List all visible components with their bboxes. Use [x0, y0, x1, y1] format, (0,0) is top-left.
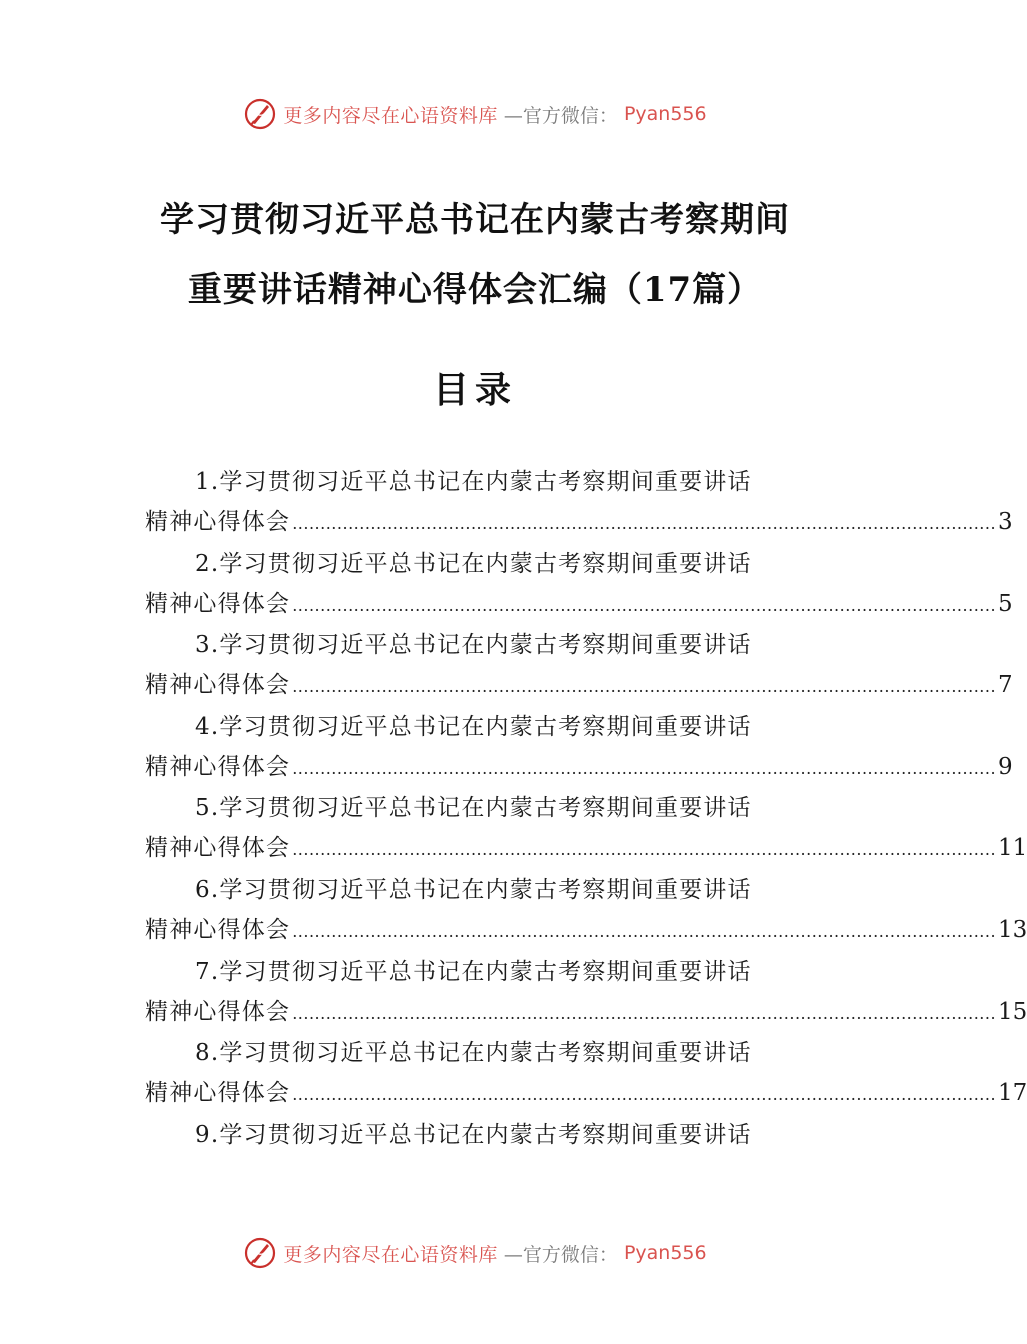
toc-page-number: 15: [998, 998, 1027, 1025]
toc-entry-title: 9.学习贯彻习近平总书记在内蒙古考察期间重要讲话: [195, 1121, 752, 1148]
toc-entry[interactable]: [145, 1115, 807, 1197]
quill-pen-logo-icon: [243, 97, 277, 131]
toc-leader-dots: ..............................................................................................................................: [292, 758, 997, 778]
toc-leader-dots: ..............................................................................................................................: [292, 921, 997, 941]
toc-entry-label: 精神心得体会: [145, 916, 291, 943]
toc-entry-title: 5.学习贯彻习近平总书记在内蒙古考察期间重要讲话: [195, 795, 752, 822]
toc-entry-continuation: [145, 910, 1027, 950]
toc-leader-dots: ..............................................................................................................................: [292, 840, 997, 860]
toc-entry-continuation: [145, 665, 1013, 705]
toc-leader-dots: ..............................................................................................................................: [292, 1085, 997, 1105]
toc-page-number: 3: [998, 509, 1013, 535]
toc-entry-title: 2.学习贯彻习近平总书记在内蒙古考察期间重要讲话: [195, 550, 752, 577]
toc-page-number: 5: [998, 590, 1013, 617]
document-title-line2: 重要讲话精神心得体会汇编（17篇）: [187, 270, 763, 310]
toc-entry-title: 4.学习贯彻习近平总书记在内蒙古考察期间重要讲话: [195, 713, 752, 740]
toc-entry-title: 1.学习贯彻习近平总书记在内蒙古考察期间重要讲话: [195, 469, 752, 495]
banner-text: 更多内容尽在心语资料库: [283, 1243, 498, 1266]
banner-separator: —官方微信：: [503, 104, 618, 127]
table-of-contents: [145, 462, 1027, 1196]
toc-page-number: 13: [998, 916, 1027, 943]
toc-entry-title: 3.学习贯彻习近平总书记在内蒙古考察期间重要讲话: [195, 632, 752, 659]
toc-entry[interactable]: [145, 870, 1027, 952]
toc-entry[interactable]: [145, 788, 1027, 870]
toc-leader-dots: ..............................................................................................................................: [292, 677, 997, 697]
toc-entry-label: 精神心得体会: [145, 753, 291, 780]
toc-page-number: 7: [998, 672, 1013, 699]
toc-entry[interactable]: [145, 462, 1013, 544]
footer-banner: [0, 1233, 950, 1273]
toc-entry-label: 精神心得体会: [145, 509, 291, 535]
toc-entry-label: 精神心得体会: [145, 998, 291, 1025]
toc-entry[interactable]: [145, 625, 1013, 707]
toc-entry-title: 6.学习贯彻习近平总书记在内蒙古考察期间重要讲话: [195, 876, 752, 903]
toc-entry-continuation: [145, 502, 1013, 542]
toc-entry-continuation: [145, 828, 1027, 868]
toc-entry-continuation: [145, 584, 1013, 624]
banner-text: 更多内容尽在心语资料库: [283, 104, 498, 127]
toc-entry-continuation: [145, 992, 1027, 1032]
quill-pen-logo-icon: [243, 1236, 277, 1270]
toc-entry[interactable]: [145, 1033, 1027, 1115]
toc-entry-continuation: [145, 747, 1013, 787]
toc-heading: 目录: [432, 369, 517, 411]
toc-entry-label: 精神心得体会: [145, 835, 291, 862]
toc-page-number: 17: [998, 1080, 1027, 1107]
toc-leader-dots: ..............................................................................................................................: [292, 1003, 997, 1023]
toc-entry-label: 精神心得体会: [145, 1080, 291, 1107]
toc-page-number: 11: [998, 835, 1027, 862]
toc-entry-continuation: [145, 1073, 1027, 1113]
toc-entry-title: 8.学习贯彻习近平总书记在内蒙古考察期间重要讲话: [195, 1040, 752, 1067]
toc-leader-dots: ..............................................................................................................................: [292, 595, 997, 615]
banner-wechat-id: Pyan556: [623, 103, 707, 125]
toc-entry[interactable]: [145, 544, 1013, 626]
toc-entry-label: 精神心得体会: [145, 590, 291, 617]
toc-entry-title: 7.学习贯彻习近平总书记在内蒙古考察期间重要讲话: [195, 958, 752, 985]
document-title-line1: 学习贯彻习近平总书记在内蒙古考察期间: [160, 200, 790, 240]
banner-wechat-id: Pyan556: [623, 1242, 707, 1264]
header-banner: [0, 94, 950, 134]
toc-entry-label: 精神心得体会: [145, 672, 291, 699]
toc-entry[interactable]: [145, 952, 1027, 1034]
toc-leader-dots: ..............................................................................................................................: [292, 514, 997, 533]
toc-page-number: 9: [998, 753, 1013, 780]
banner-separator: —官方微信：: [503, 1243, 618, 1266]
toc-entry[interactable]: [145, 707, 1013, 789]
